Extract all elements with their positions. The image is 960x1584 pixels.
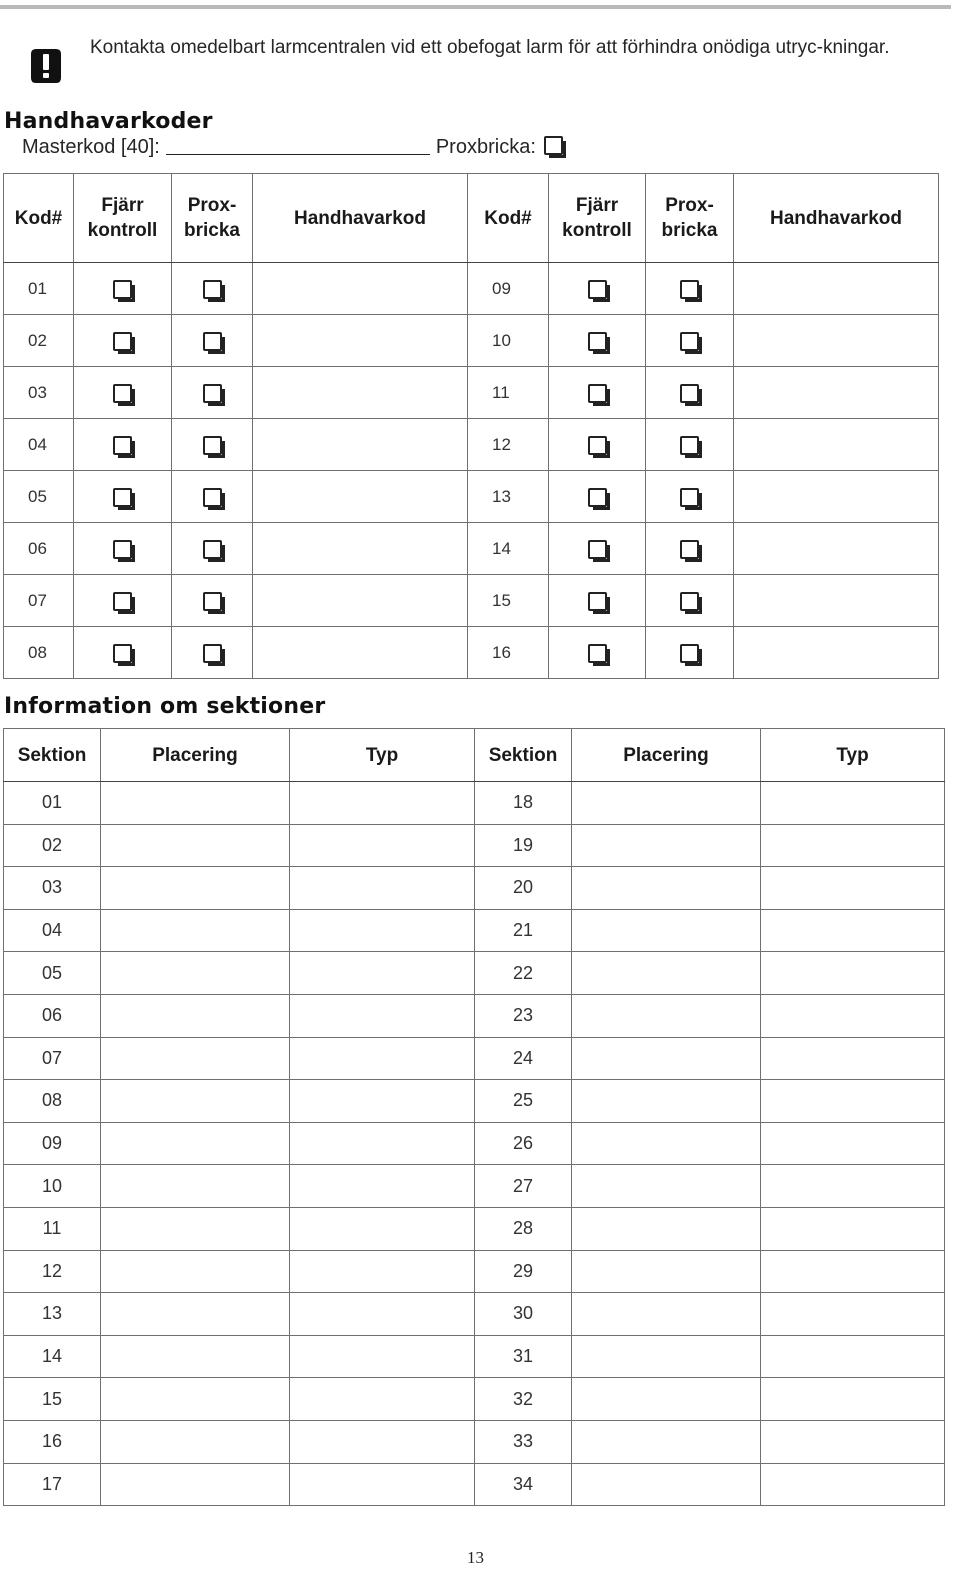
proxbricka-checkbox-cell: [172, 263, 253, 315]
placering-field[interactable]: [572, 994, 761, 1037]
fjarrkontroll-checkbox-cell: [74, 263, 172, 315]
header-typ: Typ: [290, 729, 475, 782]
sektion-number: 04: [4, 909, 101, 952]
placering-field[interactable]: [572, 1207, 761, 1250]
typ-field[interactable]: [761, 1122, 945, 1165]
proxbricka-checkbox-cell: [172, 315, 253, 367]
typ-field[interactable]: [761, 1378, 945, 1421]
typ-field[interactable]: [761, 994, 945, 1037]
fjarrkontroll-checkbox-cell: [74, 523, 172, 575]
header-proxbricka: Prox- bricka: [172, 174, 253, 263]
proxbricka-checkbox-cell: [646, 315, 734, 367]
fjarrkontroll-checkbox[interactable]: [588, 540, 607, 559]
table-row: [4, 523, 939, 575]
handhavarkod-field[interactable]: [253, 315, 468, 367]
sektion-number: 19: [475, 824, 572, 867]
proxbricka-checkbox-cell: [646, 367, 734, 419]
table-row: [4, 994, 945, 1037]
typ-field[interactable]: [761, 1037, 945, 1080]
sektion-number: 27: [475, 1165, 572, 1208]
fjarrkontroll-checkbox[interactable]: [113, 592, 132, 611]
warning-text: Kontakta omedelbart larmcentralen vid ett obefogat larm för att förhindra onödiga utryc-kningar.: [90, 37, 890, 58]
placering-field[interactable]: [101, 1165, 290, 1208]
placering-field[interactable]: [572, 1250, 761, 1293]
table-row: [4, 1122, 945, 1165]
sektion-number: 26: [475, 1122, 572, 1165]
placering-field[interactable]: [572, 1080, 761, 1123]
fjarrkontroll-checkbox-cell: [74, 367, 172, 419]
placering-field[interactable]: [572, 867, 761, 910]
table-row: [4, 1165, 945, 1208]
table-row: [4, 867, 945, 910]
typ-field[interactable]: [290, 1378, 475, 1421]
placering-field[interactable]: [101, 1250, 290, 1293]
user-codes-heading: Handhavarkoder: [4, 109, 213, 134]
kod-number: 12: [468, 419, 549, 471]
placering-field[interactable]: [572, 1463, 761, 1506]
proxbricka-checkbox[interactable]: [680, 644, 699, 663]
sektion-number: 14: [4, 1335, 101, 1378]
sektion-number: 12: [4, 1250, 101, 1293]
sektion-number: 06: [4, 994, 101, 1037]
typ-field[interactable]: [761, 1250, 945, 1293]
kod-number: 09: [468, 263, 549, 315]
sektion-number: 28: [475, 1207, 572, 1250]
sektion-number: 30: [475, 1293, 572, 1336]
sektion-number: 21: [475, 909, 572, 952]
kod-number: 11: [468, 367, 549, 419]
masterkod-line: [22, 136, 563, 159]
handhavarkod-field[interactable]: [734, 315, 939, 367]
table-row: [4, 1207, 945, 1250]
typ-field[interactable]: [761, 1420, 945, 1463]
table-row: [4, 471, 939, 523]
user-codes-header-row: [4, 174, 939, 263]
fjarrkontroll-checkbox[interactable]: [588, 332, 607, 351]
proxbricka-checkbox-cell: [646, 263, 734, 315]
kod-number: 15: [468, 575, 549, 627]
proxbricka-checkbox-cell: [646, 419, 734, 471]
typ-field[interactable]: [290, 1122, 475, 1165]
fjarrkontroll-checkbox-cell: [74, 627, 172, 679]
sektion-number: 29: [475, 1250, 572, 1293]
handhavarkod-field[interactable]: [734, 575, 939, 627]
fjarrkontroll-checkbox[interactable]: [113, 644, 132, 663]
typ-field[interactable]: [290, 1293, 475, 1336]
typ-field[interactable]: [761, 1463, 945, 1506]
kod-number: 01: [4, 263, 74, 315]
header-placering: Placering: [572, 729, 761, 782]
placering-field[interactable]: [101, 1335, 290, 1378]
proxbricka-checkbox[interactable]: [544, 136, 563, 155]
proxbricka-label: Proxbricka:: [435, 136, 536, 158]
handhavarkod-field[interactable]: [734, 627, 939, 679]
placering-field[interactable]: [101, 1420, 290, 1463]
fjarrkontroll-checkbox[interactable]: [588, 592, 607, 611]
sektion-number: 18: [475, 782, 572, 825]
typ-field[interactable]: [290, 1250, 475, 1293]
typ-field[interactable]: [290, 782, 475, 825]
header-handhavarkod: Handhavarkod: [734, 174, 939, 263]
sektion-number: 23: [475, 994, 572, 1037]
table-row: [4, 367, 939, 419]
placering-field[interactable]: [101, 1080, 290, 1123]
table-row: [4, 1463, 945, 1506]
sektion-number: 22: [475, 952, 572, 995]
header-placering: Placering: [101, 729, 290, 782]
fjarrkontroll-checkbox[interactable]: [113, 332, 132, 351]
fjarrkontroll-checkbox-cell: [549, 471, 646, 523]
kod-number: 03: [4, 367, 74, 419]
fjarrkontroll-checkbox[interactable]: [588, 384, 607, 403]
table-row: [4, 627, 939, 679]
proxbricka-checkbox[interactable]: [680, 384, 699, 403]
fjarrkontroll-checkbox-cell: [549, 367, 646, 419]
header-kod: Kod#: [4, 174, 74, 263]
sektion-number: 13: [4, 1293, 101, 1336]
fjarrkontroll-checkbox-cell: [549, 575, 646, 627]
typ-field[interactable]: [290, 1420, 475, 1463]
typ-field[interactable]: [290, 994, 475, 1037]
placering-field[interactable]: [101, 867, 290, 910]
proxbricka-checkbox-cell: [646, 471, 734, 523]
table-row: [4, 782, 945, 825]
typ-field[interactable]: [761, 952, 945, 995]
proxbricka-checkbox-cell: [646, 575, 734, 627]
placering-field[interactable]: [572, 952, 761, 995]
handhavarkod-field[interactable]: [734, 263, 939, 315]
placering-field[interactable]: [101, 824, 290, 867]
proxbricka-checkbox-cell: [172, 575, 253, 627]
sections-heading: Information om sektioner: [4, 694, 326, 719]
placering-field[interactable]: [101, 909, 290, 952]
sektion-number: 16: [4, 1420, 101, 1463]
handhavarkod-field[interactable]: [253, 471, 468, 523]
typ-field[interactable]: [290, 1207, 475, 1250]
fjarrkontroll-checkbox[interactable]: [588, 488, 607, 507]
table-row: [4, 575, 939, 627]
sektion-number: 32: [475, 1378, 572, 1421]
sections-header-row: [4, 729, 945, 782]
sektion-number: 17: [4, 1463, 101, 1506]
kod-number: 14: [468, 523, 549, 575]
placering-field[interactable]: [101, 1378, 290, 1421]
proxbricka-checkbox-cell: [172, 419, 253, 471]
typ-field[interactable]: [761, 782, 945, 825]
proxbricka-checkbox[interactable]: [203, 592, 222, 611]
typ-field[interactable]: [290, 1165, 475, 1208]
typ-field[interactable]: [761, 824, 945, 867]
proxbricka-checkbox[interactable]: [680, 488, 699, 507]
fjarrkontroll-checkbox[interactable]: [113, 540, 132, 559]
header-sektion: Sektion: [475, 729, 572, 782]
kod-number: 16: [468, 627, 549, 679]
typ-field[interactable]: [761, 1080, 945, 1123]
placering-field[interactable]: [572, 1293, 761, 1336]
typ-field[interactable]: [290, 952, 475, 995]
placering-field[interactable]: [101, 1207, 290, 1250]
table-row: [4, 1293, 945, 1336]
fjarrkontroll-checkbox-cell: [549, 263, 646, 315]
typ-field[interactable]: [290, 909, 475, 952]
sektion-number: 31: [475, 1335, 572, 1378]
typ-field[interactable]: [290, 1463, 475, 1506]
header-sektion: Sektion: [4, 729, 101, 782]
header-handhavarkod: Handhavarkod: [253, 174, 468, 263]
typ-field[interactable]: [290, 1080, 475, 1123]
kod-number: 08: [4, 627, 74, 679]
placering-field[interactable]: [101, 1293, 290, 1336]
header-fjarrkontroll: Fjärr kontroll: [549, 174, 646, 263]
header-fjarrkontroll: Fjärr kontroll: [74, 174, 172, 263]
handhavarkod-field[interactable]: [734, 367, 939, 419]
kod-number: 10: [468, 315, 549, 367]
sektion-number: 33: [475, 1420, 572, 1463]
kod-number: 06: [4, 523, 74, 575]
placering-field[interactable]: [572, 909, 761, 952]
sektion-number: 02: [4, 824, 101, 867]
handhavarkod-field[interactable]: [253, 367, 468, 419]
placering-field[interactable]: [101, 782, 290, 825]
proxbricka-checkbox[interactable]: [680, 332, 699, 351]
header-kod: Kod#: [468, 174, 549, 263]
placering-field[interactable]: [572, 782, 761, 825]
user-codes-table: [3, 173, 939, 679]
kod-number: 02: [4, 315, 74, 367]
table-row: [4, 1335, 945, 1378]
fjarrkontroll-checkbox-cell: [549, 419, 646, 471]
typ-field[interactable]: [761, 1335, 945, 1378]
table-row: [4, 315, 939, 367]
sektion-number: 08: [4, 1080, 101, 1123]
fjarrkontroll-checkbox[interactable]: [588, 280, 607, 299]
placering-field[interactable]: [572, 1420, 761, 1463]
fjarrkontroll-checkbox-cell: [74, 575, 172, 627]
proxbricka-checkbox[interactable]: [203, 488, 222, 507]
proxbricka-checkbox-cell: [646, 627, 734, 679]
table-row: [4, 1378, 945, 1421]
table-row: [4, 824, 945, 867]
fjarrkontroll-checkbox[interactable]: [113, 280, 132, 299]
typ-field[interactable]: [290, 1037, 475, 1080]
sektion-number: 10: [4, 1165, 101, 1208]
placering-field[interactable]: [101, 1463, 290, 1506]
kod-number: 13: [468, 471, 549, 523]
kod-number: 04: [4, 419, 74, 471]
placering-field[interactable]: [101, 952, 290, 995]
fjarrkontroll-checkbox-cell: [74, 419, 172, 471]
fjarrkontroll-checkbox[interactable]: [113, 384, 132, 403]
exclamation-icon: [30, 48, 62, 84]
table-row: [4, 909, 945, 952]
table-row: [4, 419, 939, 471]
handhavarkod-field[interactable]: [253, 575, 468, 627]
header-typ: Typ: [761, 729, 945, 782]
handhavarkod-field[interactable]: [253, 419, 468, 471]
placering-field[interactable]: [572, 1335, 761, 1378]
typ-field[interactable]: [761, 909, 945, 952]
sections-table: [3, 728, 945, 1506]
handhavarkod-field[interactable]: [253, 627, 468, 679]
table-row: [4, 1420, 945, 1463]
table-row: [4, 1037, 945, 1080]
fjarrkontroll-checkbox[interactable]: [113, 488, 132, 507]
placering-field[interactable]: [101, 1122, 290, 1165]
proxbricka-checkbox-cell: [172, 367, 253, 419]
handhavarkod-field[interactable]: [734, 419, 939, 471]
sektion-number: 20: [475, 867, 572, 910]
proxbricka-checkbox[interactable]: [203, 384, 222, 403]
fjarrkontroll-checkbox[interactable]: [113, 436, 132, 455]
fjarrkontroll-checkbox-cell: [74, 471, 172, 523]
proxbricka-checkbox[interactable]: [203, 644, 222, 663]
page-number: 13: [467, 1548, 484, 1567]
masterkod-label: Masterkod [40]:: [22, 136, 160, 158]
proxbricka-checkbox-cell: [646, 523, 734, 575]
table-row: [4, 1080, 945, 1123]
header-proxbricka: Prox- bricka: [646, 174, 734, 263]
sektion-number: 24: [475, 1037, 572, 1080]
proxbricka-checkbox-cell: [172, 523, 253, 575]
placering-field[interactable]: [572, 1165, 761, 1208]
sektion-number: 34: [475, 1463, 572, 1506]
proxbricka-checkbox[interactable]: [680, 436, 699, 455]
placering-field[interactable]: [572, 824, 761, 867]
typ-field[interactable]: [761, 867, 945, 910]
placering-field[interactable]: [572, 1122, 761, 1165]
table-row: [4, 263, 939, 315]
placering-field[interactable]: [101, 994, 290, 1037]
sektion-number: 15: [4, 1378, 101, 1421]
fjarrkontroll-checkbox-cell: [549, 627, 646, 679]
typ-field[interactable]: [761, 1165, 945, 1208]
sektion-number: 05: [4, 952, 101, 995]
proxbricka-checkbox[interactable]: [680, 280, 699, 299]
sektion-number: 09: [4, 1122, 101, 1165]
fjarrkontroll-checkbox-cell: [549, 523, 646, 575]
handhavarkod-field[interactable]: [734, 471, 939, 523]
fjarrkontroll-checkbox[interactable]: [588, 436, 607, 455]
typ-field[interactable]: [290, 824, 475, 867]
proxbricka-checkbox-cell: [172, 471, 253, 523]
proxbricka-checkbox[interactable]: [203, 540, 222, 559]
sektion-number: 25: [475, 1080, 572, 1123]
proxbricka-checkbox[interactable]: [680, 592, 699, 611]
kod-number: 07: [4, 575, 74, 627]
table-row: [4, 952, 945, 995]
sektion-number: 07: [4, 1037, 101, 1080]
kod-number: 05: [4, 471, 74, 523]
table-row: [4, 1250, 945, 1293]
sektion-number: 01: [4, 782, 101, 825]
typ-field[interactable]: [290, 1335, 475, 1378]
placering-field[interactable]: [572, 1037, 761, 1080]
placering-field[interactable]: [101, 1037, 290, 1080]
sektion-number: 03: [4, 867, 101, 910]
typ-field[interactable]: [761, 1207, 945, 1250]
sektion-number: 11: [4, 1207, 101, 1250]
typ-field[interactable]: [290, 867, 475, 910]
proxbricka-checkbox[interactable]: [680, 540, 699, 559]
typ-field[interactable]: [761, 1293, 945, 1336]
fjarrkontroll-checkbox-cell: [74, 315, 172, 367]
proxbricka-checkbox[interactable]: [203, 436, 222, 455]
handhavarkod-field[interactable]: [253, 263, 468, 315]
handhavarkod-field[interactable]: [734, 523, 939, 575]
placering-field[interactable]: [572, 1378, 761, 1421]
fjarrkontroll-checkbox[interactable]: [588, 644, 607, 663]
top-rule: [0, 5, 951, 9]
handhavarkod-field[interactable]: [253, 523, 468, 575]
masterkod-field[interactable]: [166, 136, 430, 155]
proxbricka-checkbox[interactable]: [203, 332, 222, 351]
proxbricka-checkbox-cell: [172, 627, 253, 679]
fjarrkontroll-checkbox-cell: [549, 315, 646, 367]
proxbricka-checkbox[interactable]: [203, 280, 222, 299]
